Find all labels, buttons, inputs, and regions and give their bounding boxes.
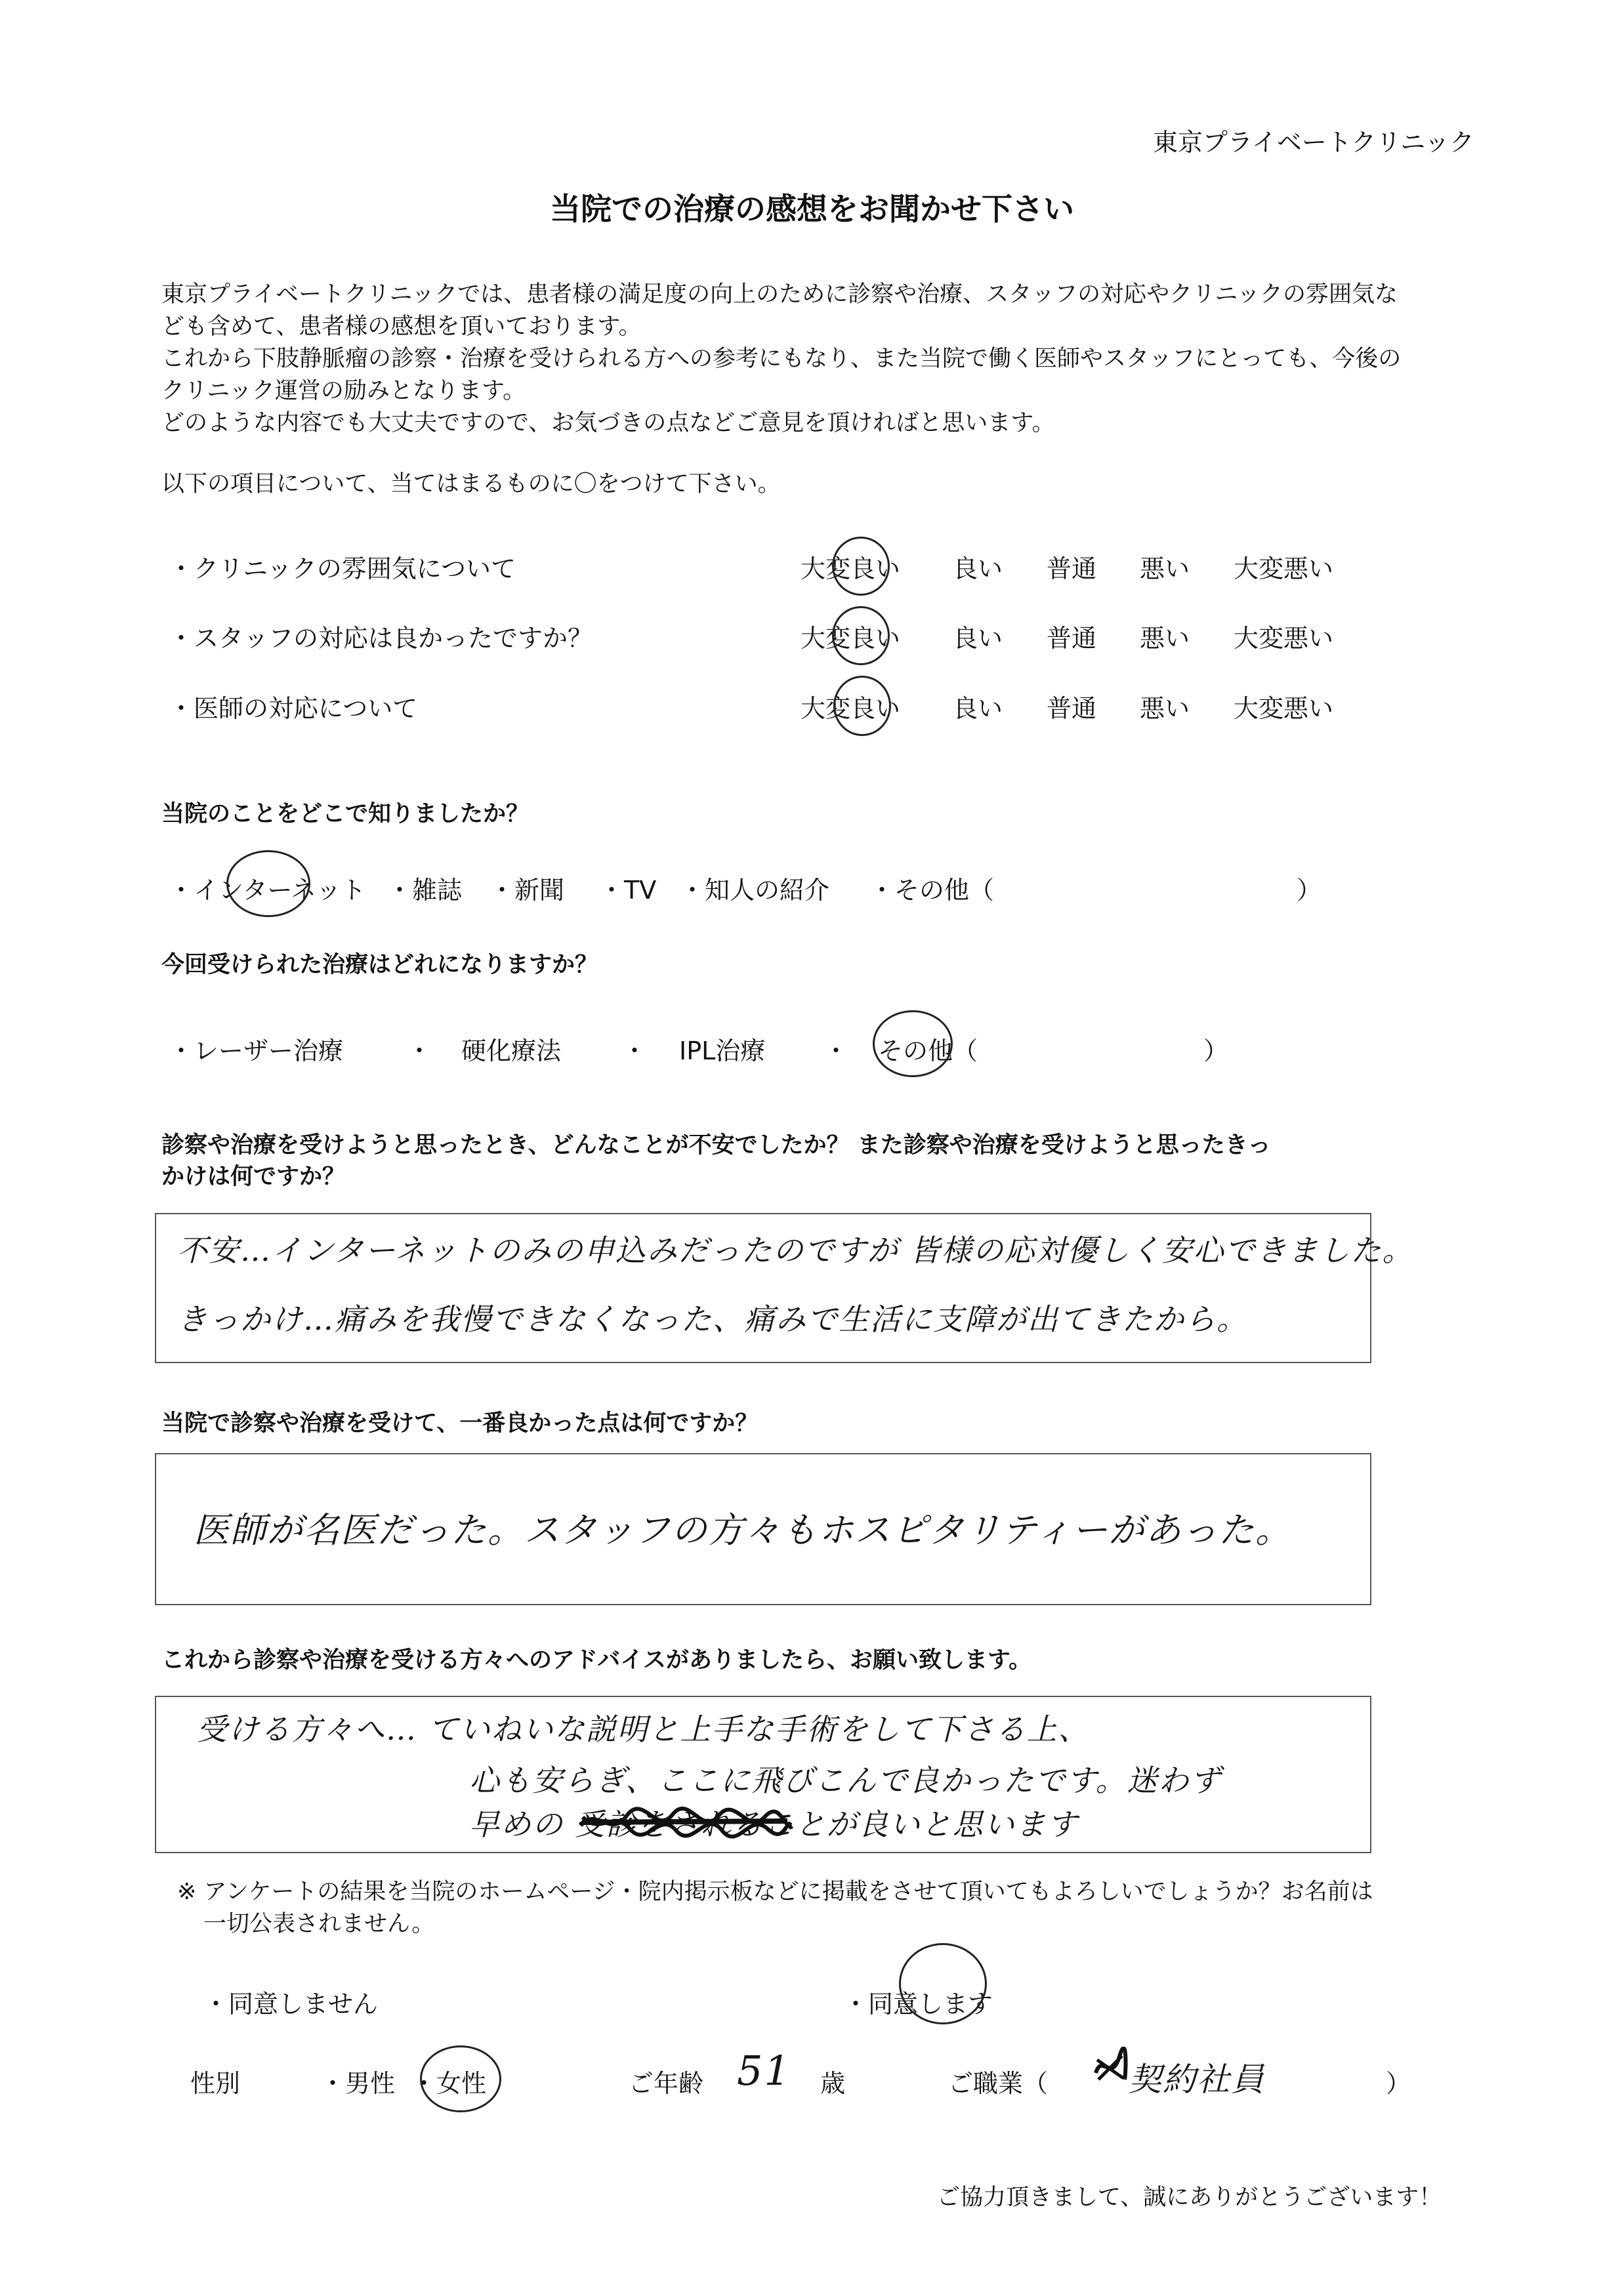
occupation-close: ） xyxy=(1386,2069,1411,2098)
consent-agree-option[interactable]: ・同意します xyxy=(843,1990,993,2019)
consent-note xyxy=(177,1876,1373,1940)
best-point-answer-line: 医師が名医だった。スタッフの方々もホスピタリティーがあった。 xyxy=(194,1509,1293,1551)
rating-option-good[interactable]: 良い xyxy=(953,554,1003,583)
intro-line: どのような内容でも大丈夫ですので、お気づきの点などご意見を頂ければと思います。 xyxy=(161,410,1055,436)
intro-line: ども含めて、患者様の感想を頂いております。 xyxy=(161,314,642,340)
treatment-option-sclerotherapy[interactable]: 硬化療法 xyxy=(461,1036,562,1065)
rating-option-very-good[interactable]: 大変良い xyxy=(801,694,901,723)
rating-option-very-bad[interactable]: 大変悪い xyxy=(1234,554,1334,583)
age-unit: 歳 xyxy=(820,2069,846,2098)
selection-circle xyxy=(899,1943,987,2024)
rating-option-normal[interactable]: 普通 xyxy=(1047,554,1097,583)
anxiety-heading-line: 診察や治療を受けようと思ったとき、どんなことが不安でしたか？ また診察や治療を受けようと思ったきっ xyxy=(161,1132,1271,1158)
gender-option-female[interactable]: ・女性 xyxy=(411,2069,487,2098)
treatment-option-ipl[interactable]: IPL治療 xyxy=(679,1036,766,1065)
instruction: 以下の項目について、当てはまるものに〇をつけて下さい。 xyxy=(161,471,781,497)
scribbled-out-text xyxy=(1092,2047,1129,2086)
intro-text xyxy=(161,279,1474,440)
clinic-name: 東京プライベートクリニック xyxy=(1153,128,1474,157)
footer-thanks: ご協力頂きまして、誠にありがとうございます！ xyxy=(937,2184,1442,2211)
occupation-value[interactable]: 契約社員 xyxy=(1129,2060,1265,2099)
treatment-separator: ・ xyxy=(823,1036,849,1065)
intro-line: クリニック運営の励みとなります。 xyxy=(161,378,526,404)
rating-option-very-good[interactable]: 大変良い xyxy=(801,624,901,653)
gender-option-male[interactable]: ・男性 xyxy=(320,2069,396,2098)
treatment-option-other[interactable]: その他（ xyxy=(878,1036,978,1065)
rating-option-good[interactable]: 良い xyxy=(953,694,1003,723)
consent-disagree-option[interactable]: ・同意しません xyxy=(203,1990,379,2019)
gender-label: 性別 xyxy=(190,2069,241,2098)
age-label: ご年齢 xyxy=(629,2069,704,2098)
rating-option-good[interactable]: 良い xyxy=(953,624,1003,653)
rating-option-normal[interactable]: 普通 xyxy=(1047,624,1097,653)
source-option-magazine[interactable]: ・雑誌 xyxy=(387,876,463,905)
advice-answer-line: 心も安らぎ、ここに飛びこんで良かったです。迷わず xyxy=(469,1763,1222,1798)
source-option-internet[interactable]: ・インターネット xyxy=(169,876,366,905)
selection-circle xyxy=(833,676,891,736)
advice-heading: これから診察や治療を受ける方々へのアドバイスがありましたら、お願い致します。 xyxy=(161,1647,1032,1673)
consent-note-line: 一切公表されません。 xyxy=(203,1911,435,1937)
selection-circle xyxy=(420,2045,501,2112)
anxiety-answer-line: きっかけ…痛みを我慢できなくなった、痛みで生活に支障が出てきたから。 xyxy=(177,1302,1248,1337)
selection-circle xyxy=(873,1010,953,1077)
rating-option-very-bad[interactable]: 大変悪い xyxy=(1234,694,1334,723)
rating-option-normal[interactable]: 普通 xyxy=(1047,694,1097,723)
rating-question-staff: ・スタッフの対応は良かったですか？ xyxy=(169,624,593,653)
rating-option-bad[interactable]: 悪い xyxy=(1140,694,1190,723)
selection-circle xyxy=(832,537,890,596)
treatment-separator: ・ xyxy=(407,1036,432,1065)
consent-note-line: ※ アンケートの結果を当院のホームページ・院内掲示板などに掲載をさせて頂いてもよろしいでしょうか？お名前は xyxy=(177,1879,1373,1905)
anxiety-heading-line: かけは何ですか？ xyxy=(161,1164,346,1190)
source-option-tv[interactable]: ・TV xyxy=(599,876,657,905)
anxiety-answer-line: 不安…インターネットのみの申込みだったのですが 皆様の応対優しく安心できました。 xyxy=(177,1233,1414,1268)
rating-option-very-bad[interactable]: 大変悪い xyxy=(1234,624,1334,653)
intro-line: 東京プライベートクリニックでは、患者様の満足度の向上のために診察や治療、スタッフの対応やクリニックの雰囲気な xyxy=(161,281,1398,308)
scribbled-out-text xyxy=(577,1803,794,1842)
selection-circle xyxy=(832,606,890,665)
source-option-other[interactable]: ・その他（ xyxy=(869,876,995,905)
treatment-separator: ・ xyxy=(622,1036,648,1065)
anxiety-question-heading xyxy=(161,1130,1271,1193)
rating-question-atmosphere: ・クリニックの雰囲気について xyxy=(169,554,516,583)
rating-option-very-good[interactable]: 大変良い xyxy=(801,554,901,583)
source-option-referral[interactable]: ・知人の紹介 xyxy=(680,876,830,905)
age-value[interactable]: 51 xyxy=(737,2047,791,2095)
selection-circle xyxy=(226,850,310,917)
occupation-label: ご職業（ xyxy=(948,2069,1049,2098)
source-heading: 当院のことをどこで知りましたか？ xyxy=(161,801,530,827)
advice-answer-line: 早めの 受診をされることが良いと思います xyxy=(469,1807,1079,1842)
intro-line: これから下肢静脈瘤の診察・治療を受けられる方への参考にもなり、また当院で働く医師やスタッフにとっても、今後の xyxy=(161,346,1402,372)
rating-option-bad[interactable]: 悪い xyxy=(1140,624,1190,653)
treatment-heading: 今回受けられた治療はどれになりますか？ xyxy=(161,952,598,978)
advice-answer-line: 受ける方々へ… ていねいな説明と上手な手術をして下さる上、 xyxy=(197,1712,1090,1747)
treatment-other-close: ） xyxy=(1203,1036,1229,1065)
rating-question-doctor: ・医師の対応について xyxy=(169,694,418,723)
page-title: 当院での治療の感想をお聞かせ下さい xyxy=(550,192,1074,228)
best-point-heading: 当院で診察や治療を受けて、一番良かった点は何ですか？ xyxy=(161,1410,759,1437)
source-other-close: ） xyxy=(1297,876,1322,905)
treatment-option-laser[interactable]: ・レーザー治療 xyxy=(169,1036,344,1065)
rating-option-bad[interactable]: 悪い xyxy=(1140,554,1190,583)
source-option-newspaper[interactable]: ・新聞 xyxy=(489,876,565,905)
